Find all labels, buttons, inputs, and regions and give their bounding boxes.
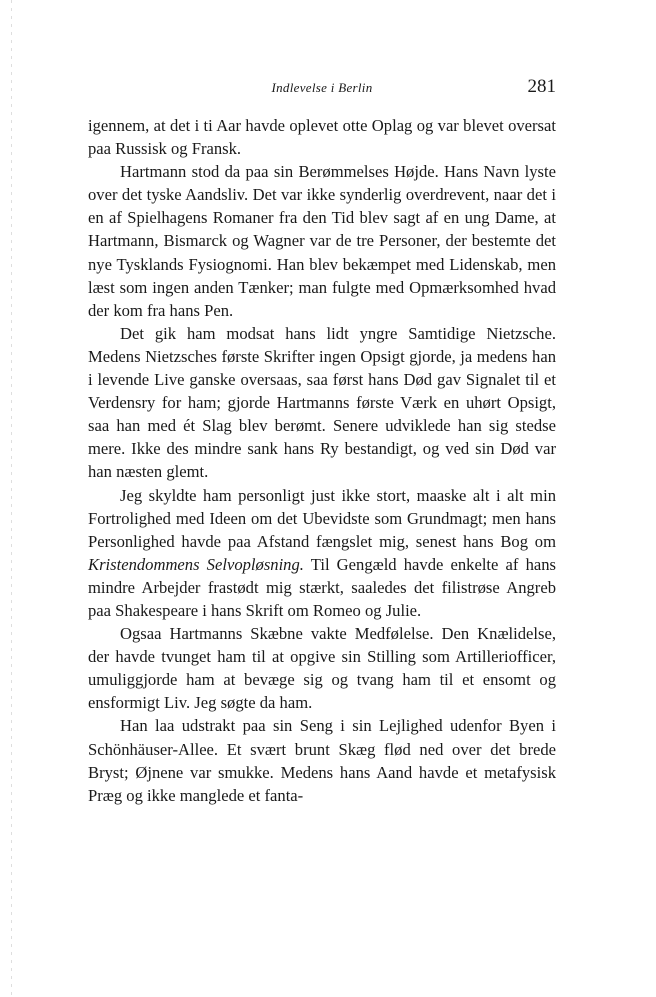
running-title: Indlevelse i Berlin <box>271 80 373 95</box>
body-text <box>88 114 556 807</box>
paragraph-personal-debt <box>88 484 556 623</box>
paragraph-continued: igennem, at det i ti Aar havde oplevet otte Oplag og var blevet oversat paa Russisk og Fransk. <box>88 116 556 159</box>
book-title: Kristendommens Selvopløsning. <box>88 554 304 574</box>
running-head <box>88 76 556 100</box>
paragraph-text: Til Gengæld havde enkelte af hans mindre Arbejder frastødt mig stærkt, saaledes det filistrøse Angreb paa Shakespeare i hans Skrift om Romeo og Julie. <box>88 554 556 620</box>
paragraph-hartmann-fame: Hartmann stod da paa sin Berømmelses Højde. Hans Navn lyste over det tyske Aandsliv. Det var ikke synderlig overdrevent, naar det i en af Spielhagens Romaner fra den Tid blev sagt af en ung Dame, at Hartmann, Bismarck og Wagner var de tre Personer, der bestemte det nye Tysklands Fysiognomi. Han blev bekæmpet med Lidenskab, men læst som ingen anden Tænker; man fulgte med Opmærksomhed hvad der kom fra hans Pen. <box>88 162 556 320</box>
paragraph-visit: Han laa udstrakt paa sin Seng i sin Lejlighed udenfor Byen i Schönhäuser-Allee. Et svært brunt Skæg flød ned over det brede Bryst; Øjnene var smukke. Medens hans Aand havde et metafysisk Præg og ikke manglede et fanta- <box>88 716 556 805</box>
paragraph-nietzsche-contrast: Det gik ham modsat hans lidt yngre Samtidige Nietzsche. Medens Nietzsches første Skrifter ingen Opsigt gjorde, ja medens han i levende Live ganske oversaas, saa først hans Død gav Signalet til et Verdensry for ham; gjorde Hartmanns første Værk en uhørt Opsigt, saa han med ét Slag blev berømt. Senere udviklede han sig stedse mere. Ikke des mindre sank hans Ry bestandigt, og ved sin Død var han næsten glemt. <box>88 323 556 482</box>
paragraph-fate: Ogsaa Hartmanns Skæbne vakte Medfølelse. Den Knælidelse, der havde tvunget ham til at opgive sin Stilling som Artilleriofficer, umuliggjorde ham at bevæge sig og tvang ham til et ensomt og ensformigt Liv. Jeg søgte da ham. <box>88 624 556 713</box>
paragraph-text: Jeg skyldte ham personligt just ikke stort, maaske alt i alt min Fortrolighed med Ideen om det Ubevidste som Grundmagt; men hans Personlighed havde paa Afstand fængslet mig, senest hans Bog om <box>88 485 556 551</box>
page-number: 281 <box>527 76 556 97</box>
scan-edge-line <box>11 0 12 997</box>
